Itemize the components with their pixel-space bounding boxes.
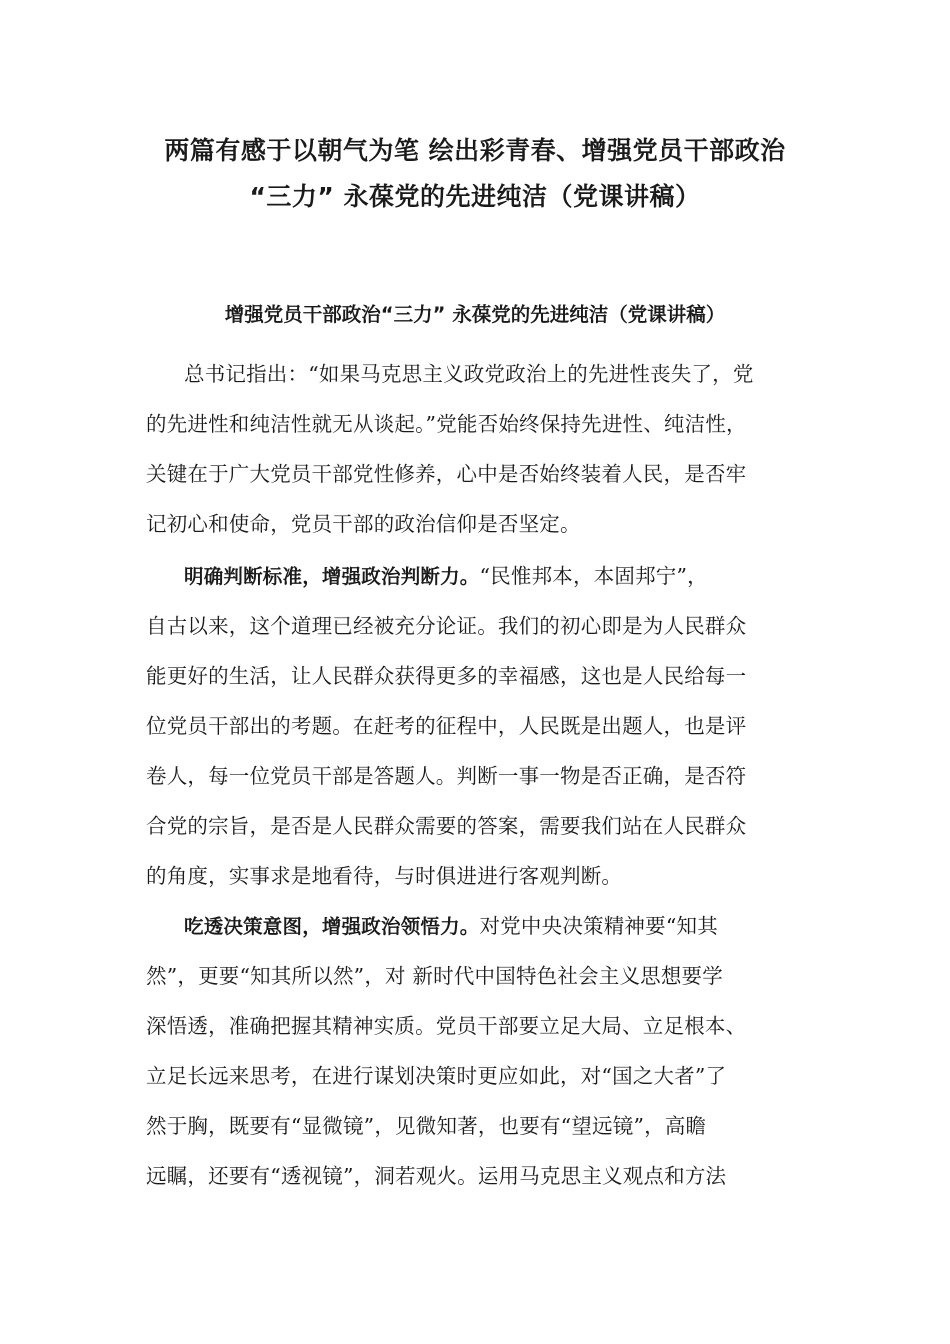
paragraph-1-line: 关键在于广大党员干部党性修养，心中是否始终装着人民，是否牢	[146, 462, 747, 486]
paragraph-3-line: 远瞩，还要有“透视镜”，洞若观火。运用马克思主义观点和方法	[146, 1164, 727, 1188]
paragraph-2-first-line	[184, 561, 708, 592]
paragraph-3-line: 然”，更要“知其所以然”，对 新时代中国特色社会主义思想要学	[146, 964, 723, 988]
paragraph-2-line: 合党的宗旨，是否是人民群众需要的答案，需要我们站在人民群众	[146, 814, 747, 838]
paragraph-2-line: 卷人，每一位党员干部是答题人。判断一事一物是否正确，是否符	[146, 764, 747, 788]
title-line-2: “三力” 永葆党的先进纯洁（党课讲稿）	[249, 182, 701, 211]
paragraph-3-lead-text: 对党中央决策精神要“知其	[479, 914, 718, 938]
paragraph-3-lead-heading: 吃透决策意图，增强政治领悟力。	[184, 915, 480, 938]
paragraph-1-line: 的先进性和纯洁性就无从谈起。”党能否始终保持先进性、纯洁性，	[146, 412, 747, 436]
paragraph-2-line: 自古以来，这个道理已经被充分论证。我们的初心即是为人民群众	[146, 614, 747, 638]
paragraph-1-line: 记初心和使命，党员干部的政治信仰是否坚定。	[146, 512, 581, 536]
paragraph-3-line: 立足长远来思考，在进行谋划决策时更应如此，对“国之大者”了	[146, 1064, 727, 1088]
paragraph-2-line: 能更好的生活，让人民群众获得更多的幸福感，这也是人民给每一	[146, 664, 747, 688]
paragraph-1-line: 总书记指出：“如果马克思主义政党政治上的先进性丧失了，党	[184, 362, 754, 386]
paragraph-2-lead-heading: 明确判断标准，增强政治判断力。	[184, 565, 480, 588]
paragraph-2-line: 的角度，实事求是地看待，与时俱进进行客观判断。	[146, 864, 623, 888]
paragraph-2-lead-text: “民惟邦本，本固邦宁”，	[479, 564, 708, 588]
title-line-1: 两篇有感于以朝气为笔 绘出彩青春、增强党员干部政治	[164, 136, 786, 165]
document-title	[120, 128, 830, 220]
paragraph-2-line: 位党员干部出的考题。在赶考的征程中，人民既是出题人，也是评	[146, 714, 747, 738]
paragraph-3-first-line	[184, 911, 718, 942]
paragraph-3-line: 然于胸，既要有“显微镜”，见微知著，也要有“望远镜”，高瞻	[146, 1114, 707, 1138]
section-heading: 增强党员干部政治“三力” 永葆党的先进纯洁（党课讲稿）	[224, 303, 726, 326]
paragraph-3-line: 深悟透，准确把握其精神实质。党员干部要立足大局、立足根本、	[146, 1014, 747, 1038]
